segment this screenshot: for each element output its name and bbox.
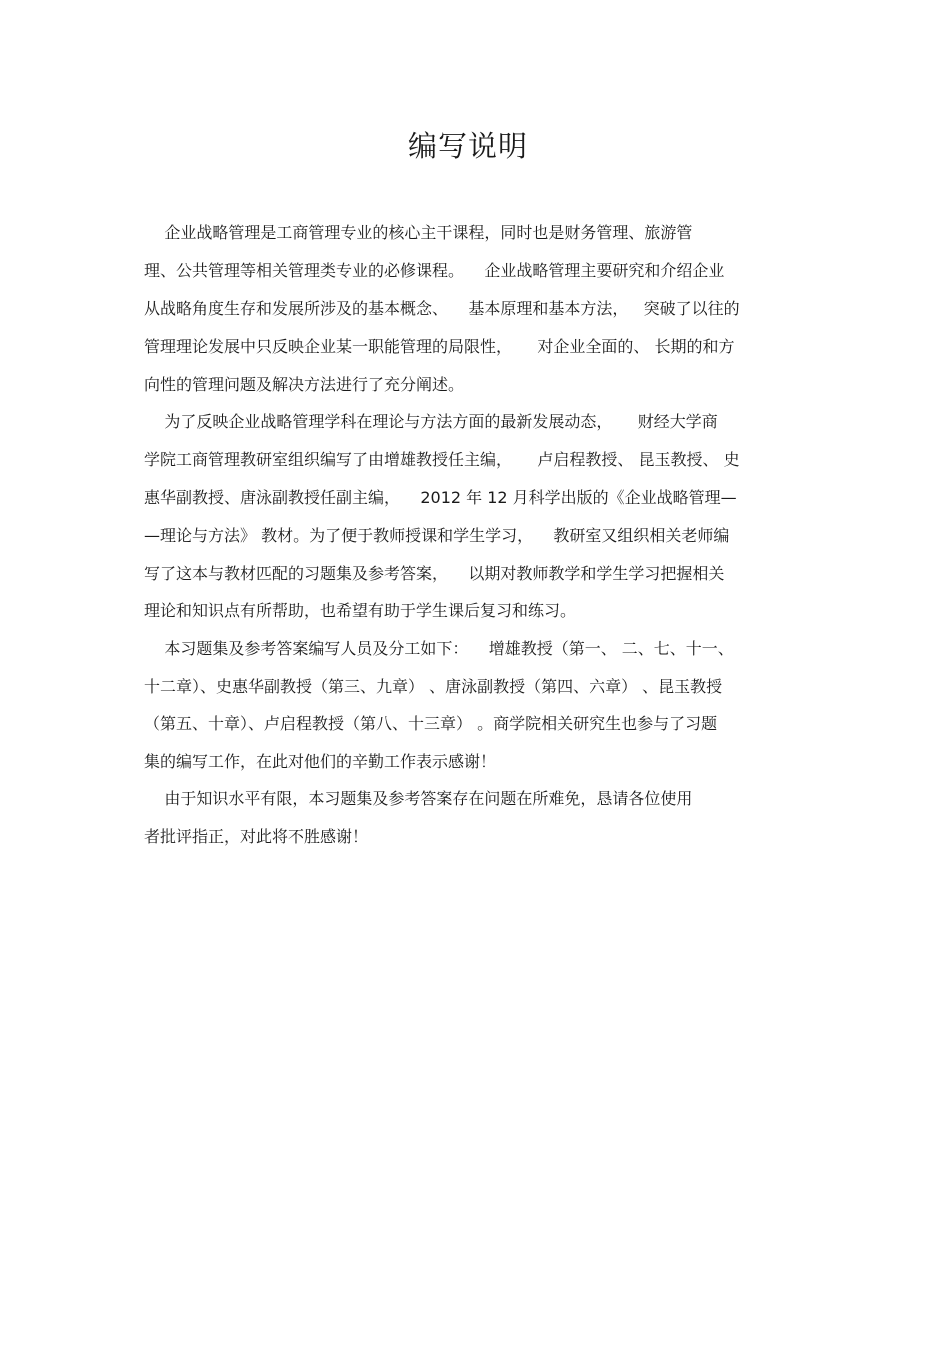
text-line: 十二章）、史惠华副教授（第三、九章） 、唐泳副教授（第四、六章） 、昆玉教授: [144, 677, 723, 696]
text-line: 向性的管理问题及解决方法进行了充分阐述。: [144, 375, 465, 394]
page-title: 编写说明: [407, 129, 528, 163]
text-line: 从战略角度生存和发展所涉及的基本概念、 基本原理和基本方法， 突破了以往的: [144, 299, 740, 318]
text-line: 为了反映企业战略管理学科在理论与方法方面的最新发展动态， 财经大学商: [144, 412, 718, 431]
text-line: （第五、十章）、卢启程教授（第八、十三章） 。商学院相关研究生也参与了习题: [144, 714, 718, 733]
text-line: 理、公共管理等相关管理类专业的必修课程。 企业战略管理主要研究和介绍企业: [144, 261, 725, 280]
text-line: 学院工商管理教研室组织编写了由增雄教授任主编， 卢启程教授、 昆玉教授、 史: [144, 450, 740, 469]
text-line: 本习题集及参考答案编写人员及分工如下： 增雄教授（第一、 二、七、十一、: [144, 639, 734, 658]
text-line: 集的编写工作，在此对他们的辛勤工作表示感谢！: [144, 752, 497, 771]
text-line: 由于知识水平有限，本习题集及参考答案存在问题在所难免，恳请各位使用: [144, 789, 693, 808]
text-line: 理论和知识点有所帮助，也希望有助于学生课后复习和练习。: [144, 601, 577, 620]
text-line: 写了这本与教材匹配的习题集及参考答案， 以期对教师教学和学生学习把握相关: [144, 564, 725, 583]
text-line: 企业战略管理是工商管理专业的核心主干课程，同时也是财务管理、旅游管: [144, 223, 693, 242]
text-line: —理论与方法》 教材。为了便于教师授课和学生学习， 教研室又组织相关老师编: [144, 526, 730, 545]
text-line: 管理理论发展中只反映企业某一职能管理的局限性， 对企业全面的、 长期的和方: [144, 337, 735, 356]
text-line: 者批评指正，对此将不胜感谢！: [144, 827, 369, 846]
text-line: 惠华副教授、唐泳副教授任副主编， 2012 年 12 月科学出版的《企业战略管理—: [144, 488, 737, 507]
